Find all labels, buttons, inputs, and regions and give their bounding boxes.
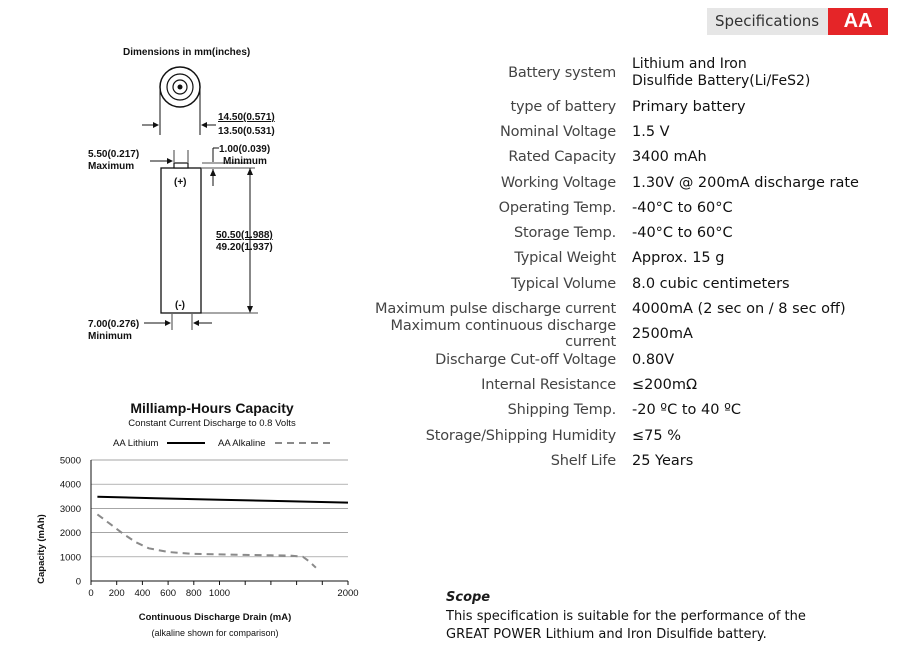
spec-key: Storage/Shipping Humidity	[425, 427, 616, 444]
nub-width-note: Maximum	[88, 161, 135, 172]
spec-key: Typical Volume	[510, 275, 616, 292]
spec-row	[340, 271, 895, 296]
spec-row	[340, 220, 895, 245]
spec-row	[340, 170, 895, 195]
series-line-aa-alkaline	[97, 514, 316, 567]
spec-row	[340, 246, 895, 271]
spec-value: 4000mA (2 sec on / 8 sec off)	[632, 301, 846, 318]
y-tick-label: 0	[75, 576, 81, 588]
spec-key: Operating Temp.	[498, 199, 616, 216]
bottom-width-note: Minimum	[88, 331, 132, 342]
length-min: 49.20(1.937)	[216, 242, 273, 253]
bottom-width-value: 7.00(0.276)	[88, 319, 140, 330]
spec-value: ≤75 %	[632, 427, 681, 444]
y-axis-label: Capacity (mAh)	[36, 514, 47, 584]
spec-key: Storage Temp.	[514, 225, 616, 242]
nub-height-note: Minimum	[223, 156, 267, 167]
spec-key: Maximum pulse discharge current	[375, 301, 616, 318]
spec-row	[340, 119, 895, 144]
spec-row	[340, 94, 895, 119]
top-view-center	[178, 85, 183, 90]
spec-value: 1.5 V	[632, 123, 670, 140]
spec-key: Battery system	[508, 65, 616, 81]
x-tick-label: 400	[134, 588, 151, 599]
spec-value: Approx. 15 g	[632, 250, 725, 267]
chart-legend	[113, 438, 335, 449]
spec-key: Maximum continuous discharge current	[390, 318, 616, 351]
y-tick-label: 5000	[59, 455, 81, 467]
length-max: 50.50(1.988)	[216, 230, 273, 241]
spec-row	[340, 372, 895, 397]
diameter-min: 13.50(0.531)	[218, 126, 275, 137]
spec-row	[340, 145, 895, 170]
nub-height-value: 1.00(0.039)	[219, 144, 271, 155]
spec-value: -40°C to 60°C	[632, 225, 733, 242]
spec-key: type of battery	[510, 98, 616, 115]
negative-terminal: (-)	[175, 300, 185, 311]
spec-row	[340, 195, 895, 220]
spec-value: 8.0 cubic centimeters	[632, 275, 790, 292]
spec-row	[340, 52, 895, 94]
x-tick-label: 2000	[337, 588, 359, 599]
spec-value: 2500mA	[632, 326, 693, 343]
positive-nub	[174, 163, 188, 168]
spec-key: Internal Resistance	[481, 376, 616, 393]
dimension-title: Dimensions in mm(inches)	[123, 47, 251, 58]
specifications-label: Specifications	[707, 8, 828, 35]
diameter-max: 14.50(0.571)	[218, 112, 275, 123]
battery-body	[161, 168, 201, 313]
x-axis-note: (alkaline shown for comparison)	[151, 628, 279, 638]
positive-terminal: (+)	[174, 177, 187, 188]
nub-width-value: 5.50(0.217)	[88, 149, 140, 160]
spec-value: ≤200mΩ	[632, 376, 698, 393]
y-tick-label: 3000	[59, 503, 81, 515]
spec-value: 3400 mAh	[632, 149, 707, 166]
spec-row	[340, 423, 895, 448]
spec-row	[340, 318, 895, 351]
spec-value: -40°C to 60°C	[632, 199, 733, 216]
scope-title: Scope	[446, 590, 491, 605]
scope-section	[446, 590, 896, 644]
spec-value-line2: Disulfide Battery(Li/FeS2)	[632, 73, 811, 89]
legend-alkaline-label: AA Alkaline	[218, 438, 266, 449]
spec-row	[340, 398, 895, 423]
x-tick-label: 1000	[208, 588, 231, 599]
spec-key: Nominal Voltage	[500, 123, 616, 140]
series-line-aa-lithium	[97, 497, 348, 503]
y-tick-label: 1000	[59, 552, 81, 564]
spec-value-line1: Lithium and Iron	[632, 56, 747, 72]
spec-key: Shipping Temp.	[507, 402, 616, 419]
y-tick-label: 2000	[59, 528, 81, 540]
chart-title: Milliamp-Hours Capacity	[130, 400, 294, 416]
x-tick-label: 600	[160, 588, 177, 599]
spec-value	[632, 56, 895, 90]
x-axis-label: Continuous Discharge Drain (mA)	[138, 612, 292, 623]
x-tick-label: 800	[185, 588, 202, 599]
y-tick-label: 4000	[59, 479, 81, 491]
spec-value: 25 Years	[632, 452, 694, 469]
spec-value: Primary battery	[632, 98, 746, 115]
spec-row	[340, 448, 895, 473]
spec-key: Typical Weight	[514, 250, 616, 267]
spec-table	[340, 52, 895, 473]
spec-key: Shelf Life	[550, 452, 616, 469]
legend-lithium-label: AA Lithium	[113, 438, 159, 449]
scope-line2: GREAT POWER Lithium and Iron Disulfide battery.	[446, 627, 767, 642]
chart-subtitle: Constant Current Discharge to 0.8 Volts	[128, 418, 296, 429]
x-tick-label: 0	[88, 588, 94, 599]
x-tick-label: 200	[108, 588, 125, 599]
scope-body	[446, 608, 896, 644]
spec-key: Rated Capacity	[508, 149, 616, 166]
spec-key: Discharge Cut-off Voltage	[435, 351, 616, 368]
dimension-drawing	[80, 40, 380, 400]
spec-row	[340, 347, 895, 372]
capacity-chart	[30, 394, 360, 654]
spec-value: -20 ºC to 40 ºC	[632, 402, 742, 419]
scope-line1: This specification is suitable for the performance of the	[446, 609, 806, 624]
spec-key: Working Voltage	[500, 174, 616, 191]
spec-value: 1.30V @ 200mA discharge rate	[632, 174, 859, 191]
model-badge: AA	[828, 8, 888, 35]
spec-header-tag	[707, 8, 888, 35]
spec-value: 0.80V	[632, 351, 675, 368]
